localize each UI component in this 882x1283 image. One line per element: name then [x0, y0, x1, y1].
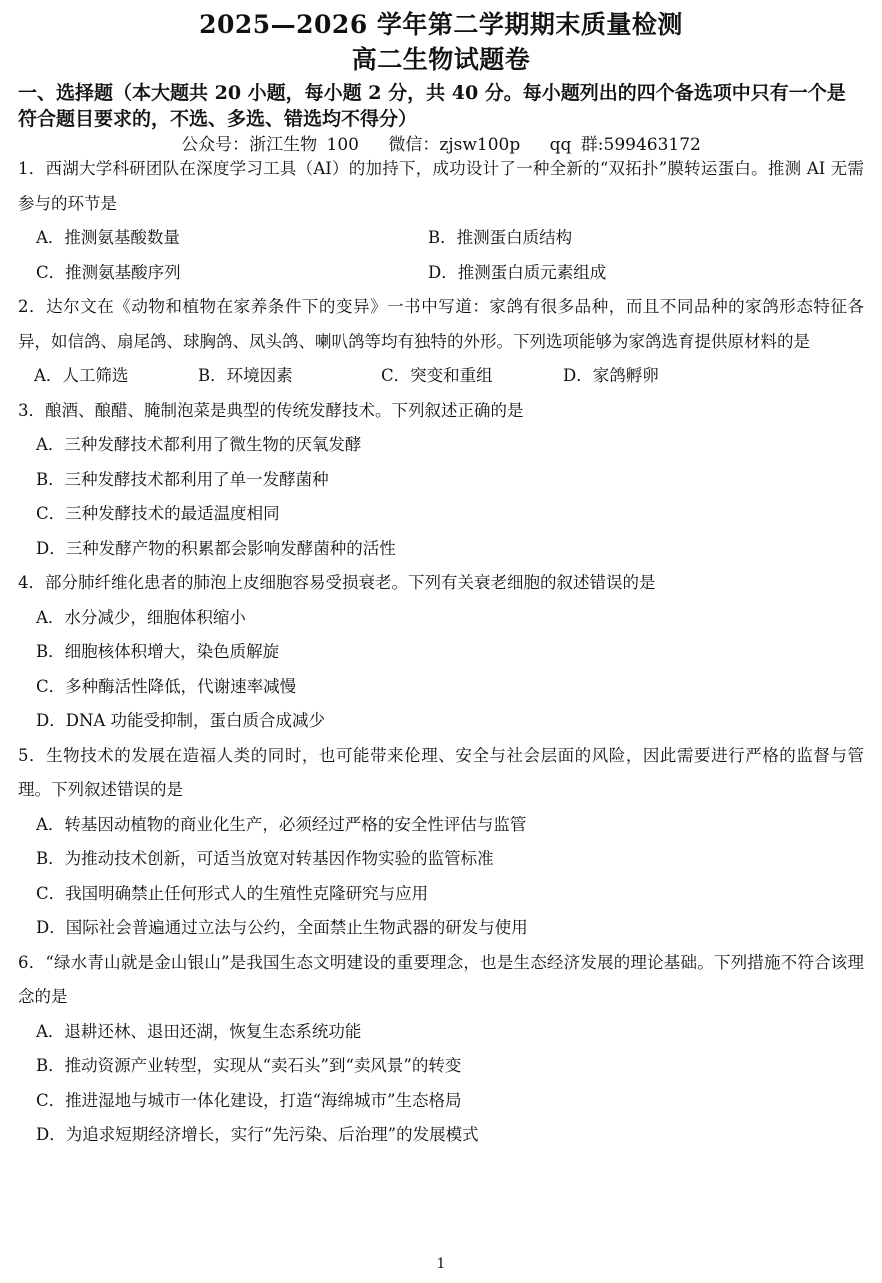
option-d: D．家鸽孵卵 [563, 366, 659, 385]
option-group [18, 359, 864, 394]
option-c: C．推测氨基酸序列 [36, 262, 181, 282]
question-stem: 3．酿酒、酿醋、腌制泡菜是典型的传统发酵技术。下列叙述正确的是 [18, 400, 524, 420]
question-stem: 2．达尔文在《动物和植物在家养条件下的变异》一书中写道：家鸽有很多品种，而且不同品种的家鸽形态特征各异，如信鸽、扇尾鸽、球胸鸽、凤头鸽、喇叭鸽等均有独特的外形。下列选项能够为家鸽选育提供原材料的是 [18, 297, 864, 351]
option-c: C．突变和重组 [381, 366, 493, 385]
question-stem: 6．“绿水青山就是金山银山”是我国生态文明建设的重要理念，也是生态经济发展的理论基础。下列措施不符合该理念的是 [18, 952, 864, 1006]
question-6 [18, 946, 864, 1153]
option-c: C．推进湿地与城市一体化建设，打造“海绵城市”生态格局 [36, 1090, 462, 1110]
option-a: A．水分减少，细胞体积缩小 [36, 607, 246, 627]
option-a: A．三种发酵技术都利用了微生物的厌氧发酵 [36, 435, 362, 454]
option-b: B．细胞核体积增大，染色质解旋 [36, 642, 280, 661]
option-a: A．人工筛选 [34, 366, 129, 385]
option-b: B．推动资源产业转型，实现从“卖石头”到“卖风景”的转变 [36, 1056, 462, 1075]
option-group [18, 808, 864, 946]
question-1 [18, 152, 864, 290]
option-a: A．转基因动植物的商业化生产，必须经过严格的安全性评估与监管 [36, 814, 527, 834]
option-group [18, 1015, 864, 1153]
option-c: C．多种酶活性降低，代谢速率减慢 [36, 676, 297, 696]
option-d: D．三种发酵产物的积累都会影响发酵菌种的活性 [36, 538, 396, 558]
option-d: D．为追求短期经济增长，实行“先污染、后治理”的发展模式 [36, 1125, 479, 1144]
exam-subtitle: 高二生物试题卷 [351, 45, 531, 74]
question-2 [18, 290, 864, 394]
option-a: A．推测氨基酸数量 [36, 228, 180, 247]
option-b: B．三种发酵技术都利用了单一发酵菌种 [36, 469, 329, 489]
option-d: D．国际社会普遍通过立法与公约，全面禁止生物武器的研发与使用 [36, 918, 528, 937]
question-stem: 5．生物技术的发展在造福人类的同时，也可能带来伦理、安全与社会层面的风险，因此需要进行严格的监督与管理。下列叙述错误的是 [18, 745, 864, 799]
exam-title: 2025—2026 学年第二学期期末质量检测 [199, 10, 683, 39]
option-b: B．环境因素 [198, 366, 293, 385]
official-account: 公众号：浙江生物 100 [181, 135, 359, 155]
question-4 [18, 566, 864, 739]
question-stem: 1．西湖大学科研团队在深度学习工具（AI）的加持下，成功设计了一种全新的“双拓扑”膜转运蛋白。推测 AI 无需参与的环节是 [18, 159, 864, 213]
option-c: C．我国明确禁止任何形式人的生殖性克隆研究与应用 [36, 883, 429, 903]
page-number: 1 [436, 1256, 446, 1272]
option-c: C．三种发酵技术的最适温度相同 [36, 504, 280, 523]
qq-group: qq 群:599463172 [549, 135, 701, 155]
question-list [18, 152, 864, 1153]
option-group [18, 601, 864, 739]
option-a: A．退耕还林、退田还湖，恢复生态系统功能 [36, 1021, 362, 1041]
option-group [18, 428, 864, 566]
option-b: B．为推动技术创新，可适当放宽对转基因作物实验的监管标准 [36, 849, 494, 868]
wechat-id: 微信：zjsw100p [388, 135, 521, 155]
question-3 [18, 394, 864, 567]
option-b: B．推测蛋白质结构 [428, 228, 573, 247]
section-heading: 一、选择题（本大题共 20 小题，每小题 2 分，共 40 分。每小题列出的四个备选项中只有一个是符合题目要求的，不选、多选、错选均不得分） [18, 82, 846, 130]
option-group [18, 221, 864, 290]
option-d: D．推测蛋白质元素组成 [428, 262, 607, 282]
question-5 [18, 739, 864, 946]
option-d: D．DNA 功能受抑制，蛋白质合成减少 [36, 711, 326, 730]
question-stem: 4．部分肺纤维化患者的肺泡上皮细胞容易受损衰老。下列有关衰老细胞的叙述错误的是 [18, 573, 656, 592]
